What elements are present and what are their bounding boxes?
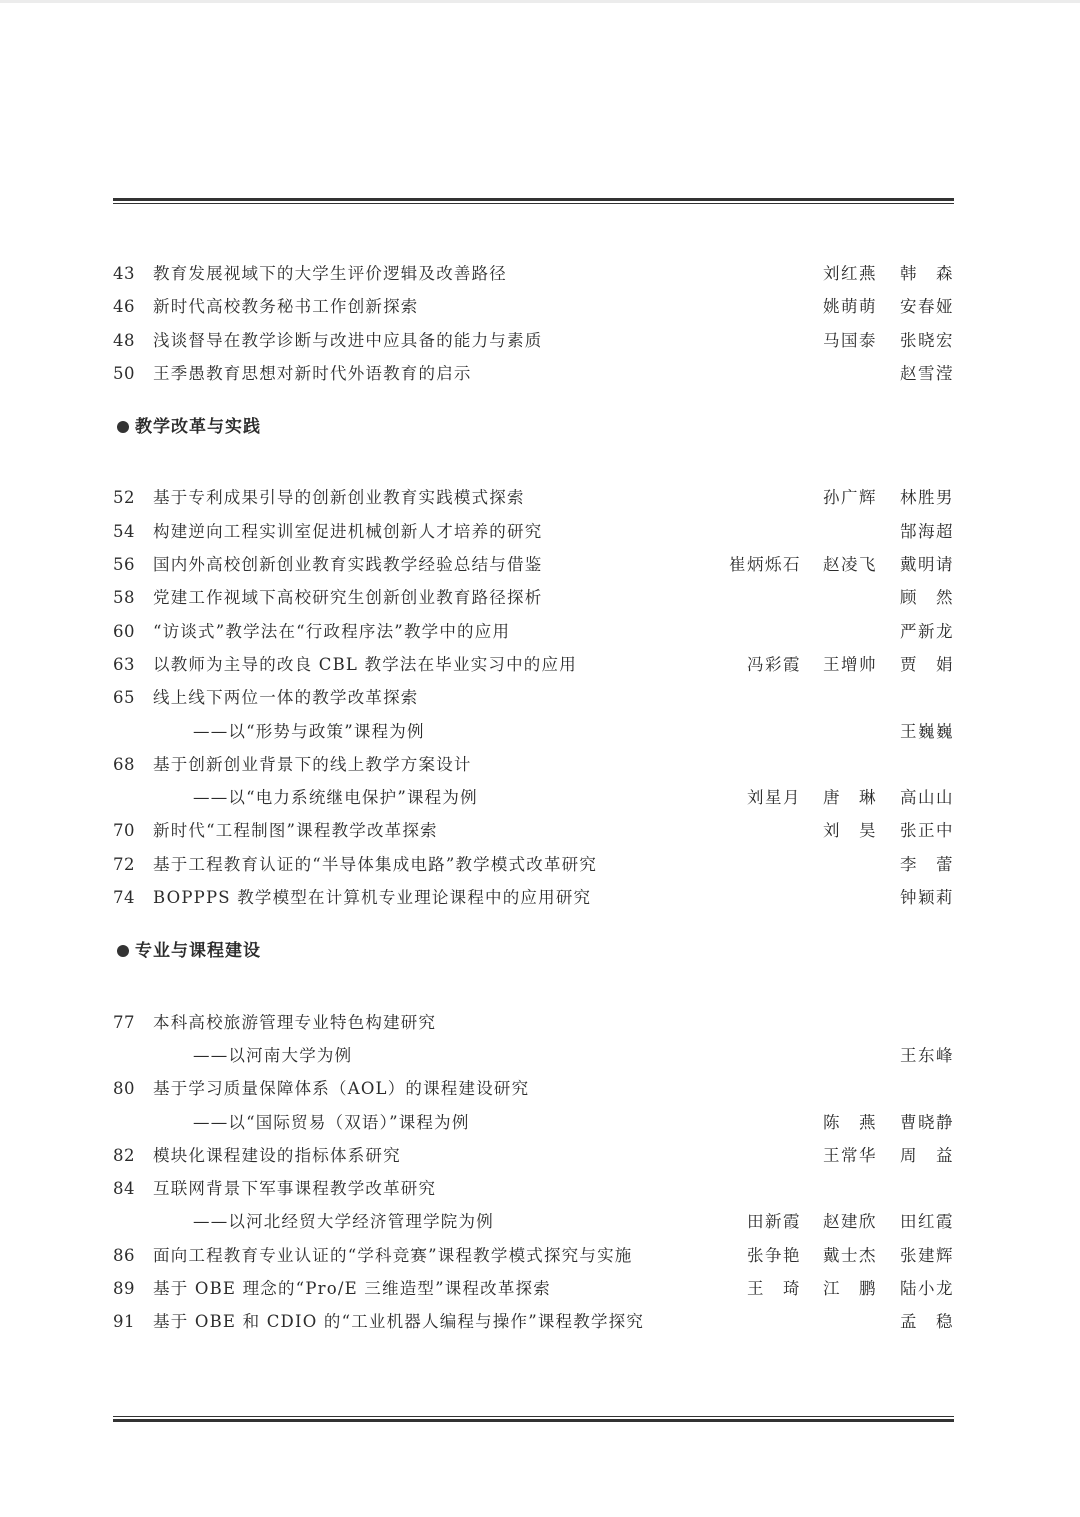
author-name: 钟颖莉 [900,888,954,908]
article-title: 基于学习质量保障体系（AOL）的课程建设研究 [153,1079,530,1099]
article-title: 基于工程教育认证的“半导体集成电路”教学模式改革研究 [153,854,598,874]
author-name: 顾 然 [900,588,954,608]
article-title: 面向工程教育专业认证的“学科竞赛”课程教学模式探究与实施 [153,1245,633,1265]
toc-entry[interactable] [113,1139,954,1172]
author-name: 张建辉 [900,1245,954,1265]
author-name: 刘红燕 [823,264,877,283]
author-name: 戴明请 [900,555,954,575]
toc-entry[interactable] [113,1239,954,1272]
author-name: 刘 昊 [823,821,877,841]
article-title: 本科高校旅游管理专业特色构建研究 [153,1012,437,1032]
article-title: 线上线下两位一体的教学改革探索 [153,688,419,708]
top-edge-strip [0,0,1080,3]
author-name: 王东峰 [900,1045,954,1065]
article-title: 基于 OBE 和 CDIO 的“工业机器人编程与操作”课程教学探究 [153,1312,645,1332]
toc-entry[interactable] [113,881,954,914]
article-title: 基于 OBE 理念的“Pro/E 三维造型”课程改革探索 [153,1279,551,1299]
author-name: 李 蕾 [900,854,954,874]
page-number: 43 [113,264,135,283]
author-name: 刘星月 [747,788,801,808]
section-bullet-icon [117,945,129,957]
page-number: 74 [113,888,135,908]
page-number: 56 [113,555,135,575]
toc-entry[interactable] [113,1172,954,1205]
page-number: 46 [113,297,135,317]
author-name: 王 琦 [747,1279,801,1299]
bottom-double-rule [113,1416,954,1422]
article-subtitle: ——以“电力系统继电保护”课程为例 [193,788,478,808]
page-number: 80 [113,1079,135,1099]
article-title: 教育发展视域下的大学生评价逻辑及改善路径 [153,264,507,283]
author-name: 赵建欣 [823,1212,877,1232]
author-name: 林胜男 [900,488,954,508]
toc-entry[interactable] [113,615,954,648]
toc-entry[interactable] [113,1272,954,1305]
article-title: 新时代“工程制图”课程教学改革探索 [153,821,438,841]
author-name: 陆小龙 [900,1279,954,1299]
page-number: 77 [113,1012,135,1032]
author-name: 王增帅 [823,654,877,674]
page-number: 65 [113,688,135,708]
page-number: 72 [113,854,135,874]
article-title: 互联网背景下军事课程教学改革研究 [153,1179,437,1199]
toc-entry[interactable] [113,324,954,357]
page-number: 60 [113,621,135,641]
page-number: 50 [113,363,135,383]
article-title: 国内外高校创新创业教育实践教学经验总结与借鉴 [153,555,543,575]
author-name: 姚萌萌 [823,297,877,317]
toc-subtitle-row[interactable] [113,1106,954,1139]
page-number: 82 [113,1145,135,1165]
author-name: 马国泰 [823,330,877,350]
article-title: 党建工作视域下高校研究生创新创业教育路径探析 [153,588,543,608]
author-name: 孙广辉 [823,488,877,508]
article-title: “访谈式”教学法在“行政程序法”教学中的应用 [153,621,511,641]
page-number: 52 [113,488,135,508]
article-title: 以教师为主导的改良 CBL 教学法在毕业实习中的应用 [153,654,577,674]
page-number: 63 [113,654,135,674]
toc-entry[interactable] [113,548,954,581]
article-title: BOPPPS 教学模型在计算机专业理论课程中的应用研究 [153,888,592,908]
article-title: 模块化课程建设的指标体系研究 [153,1145,401,1165]
author-name: 孟 稳 [900,1312,954,1332]
author-name: 戴士杰 [823,1245,877,1265]
page-number: 68 [113,754,135,774]
author-name: 安春娅 [900,297,954,317]
toc-subtitle-row[interactable] [113,715,954,748]
toc-entry[interactable] [113,1006,954,1039]
article-title: 基于创新创业背景下的线上教学方案设计 [153,754,472,774]
article-subtitle: ——以河南大学为例 [193,1045,353,1065]
author-name: 赵凌飞 [823,555,877,575]
toc-entry[interactable] [113,257,954,290]
section-heading-label: 专业与课程建设 [135,941,261,962]
toc-entry[interactable] [113,748,954,781]
toc-entry[interactable] [113,357,954,390]
page-number: 84 [113,1179,135,1199]
toc-subtitle-row[interactable] [113,1039,954,1072]
author-name: 王常华 [823,1145,877,1165]
section-bullet-icon [117,421,129,433]
author-name: 唐 琳 [823,788,877,808]
author-name: 贾 娟 [900,654,954,674]
section-heading-label: 教学改革与实践 [135,417,261,438]
toc-entry[interactable] [113,1305,954,1338]
page-number: 70 [113,821,135,841]
author-name: 郜海超 [900,521,954,541]
table-of-contents [113,257,954,1339]
author-name: 王巍巍 [900,721,954,741]
article-title: 浅谈督导在教学诊断与改进中应具备的能力与素质 [153,330,543,350]
author-name: 严新龙 [900,621,954,641]
author-name: 曹晓静 [900,1112,954,1132]
author-name: 冯彩霞 [747,654,801,674]
section-heading [113,411,954,444]
author-name: 周 益 [900,1145,954,1165]
page-number: 48 [113,330,135,350]
toc-entry[interactable] [113,681,954,714]
author-name: 田红霞 [900,1212,954,1232]
author-name: 张晓宏 [900,330,954,350]
author-name: 江 鹏 [823,1279,877,1299]
toc-entry[interactable] [113,1072,954,1105]
toc-subtitle-row[interactable] [113,1205,954,1238]
page-number: 91 [113,1312,135,1332]
author-name: 高山山 [900,788,954,808]
toc-entry[interactable] [113,814,954,847]
toc-subtitle-row[interactable] [113,781,954,814]
article-subtitle: ——以“形势与政策”课程为例 [193,721,425,741]
author-name: 赵雪滢 [900,363,954,383]
section-heading [113,935,954,968]
page-number: 58 [113,588,135,608]
toc-entry[interactable] [113,648,954,681]
author-name: 张正中 [900,821,954,841]
toc-entry[interactable] [113,515,954,548]
author-name: 田新霞 [747,1212,801,1232]
author-name: 崔炳烁石 [729,555,801,575]
article-title: 构建逆向工程实训室促进机械创新人才培养的研究 [153,521,543,541]
author-name: 韩 森 [900,264,954,283]
toc-entry[interactable] [113,581,954,614]
page-number: 89 [113,1279,135,1299]
article-subtitle: ——以“国际贸易（双语）”课程为例 [193,1112,470,1132]
top-double-rule [113,198,954,204]
toc-entry[interactable] [113,290,954,323]
article-subtitle: ——以河北经贸大学经济管理学院为例 [193,1212,494,1232]
article-title: 基于专利成果引导的创新创业教育实践模式探索 [153,488,525,508]
page-number: 54 [113,521,135,541]
article-title: 新时代高校教务秘书工作创新探索 [153,297,419,317]
article-title: 王季愚教育思想对新时代外语教育的启示 [153,363,472,383]
author-name: 陈 燕 [823,1112,877,1132]
author-name: 张争艳 [747,1245,801,1265]
toc-entry[interactable] [113,481,954,514]
page-number: 86 [113,1245,135,1265]
toc-entry[interactable] [113,848,954,881]
